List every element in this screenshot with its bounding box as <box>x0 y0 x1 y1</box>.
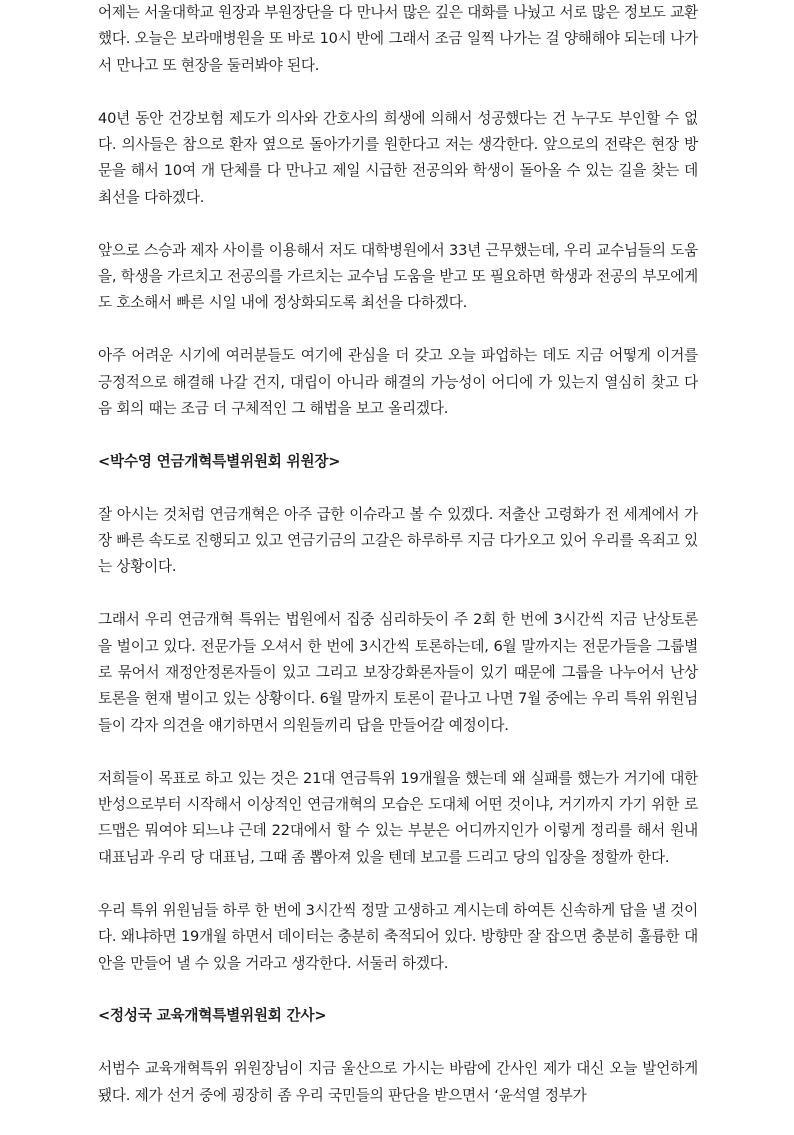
paragraph-hospital-visits: 어제는 서울대학교 원장과 부원장단을 다 만나서 많은 깊은 대화를 나눴고 서로 많은 정보도 교환했다. 오늘은 보라매병원을 또 바로 10시 반에 그래서 조금 일찍 나가는 걸 양해해야 되는데 나가서 만나고 또 현장을 둘러봐야 된다. <box>98 4 698 74</box>
heading-education-reform-secretary: <정성국 교육개혁특별위원회 간사> <box>98 1007 327 1025</box>
paragraph-teacher-student: 앞으로 스승과 제자 사이를 이용해서 저도 대학병원에서 33년 근무했는데, 우리 교수님들의 도움을, 학생을 가르치고 전공의를 가르치는 교수님 도움을 받고 또 필요하면 학생과 전공의 부모에게도 호소해서 빠른 시일 내에 정상화되도록 최선을 다하겠다. <box>98 241 698 312</box>
paragraph-pension-goal: 저희들이 목표로 하고 있는 것은 21대 연금특위 19개월을 했는데 왜 실패를 했는가 거기에 대한 반성으로부터 시작해서 이상적인 연금개혁의 모습은 도대체 어떤 것이냐, 거기까지 가기 위한 로드맵은 뭐여야 되느냐 근데 22대에서 할 수 있는 부분은 어디까지인가 이렇게 정리를 해서 원내대표님과 우리 당 대표님, 그때 좀 뽑아져 있을 텐데 보고를 드리고 당의 입장을 정할까 한다. <box>98 769 698 866</box>
paragraph-pension-debate: 그래서 우리 연금개혁 특위는 법원에서 집중 심리하듯이 주 2회 한 번에 3시간씩 지금 난상토론을 벌이고 있다. 전문가들 오셔서 한 번에 3시간씩 토론하는데, 6월 말까지는 전문가들을 그룹별로 묶어서 재정안정론자들이 있고 그리고 보장강화론자들이 있기 때문에 그룹을 나누어서 난상 토론을 현재 벌이고 있는 상황이다. 6월 말까지 토론이 끝나고 나면 7월 중에는 우리 특위 위원님들이 각자 의견을 얘기하면서 의원들끼리 답을 만들어갈 예정이다. <box>98 611 698 734</box>
heading-pension-reform-chair: <박수영 연금개혁특별위원회 위원장> <box>98 452 341 470</box>
paragraph-strike-resolution: 아주 어려운 시기에 여러분들도 여기에 관심을 더 갖고 오늘 파업하는 데도 지금 어떻게 이거를 긍정적으로 해결해 나갈 건지, 대립이 아니라 해결의 가능성이 어디에 가 있는지 열심히 찾고 다음 회의 때는 조금 더 구체적인 그 해법을 보고 올리겠다. <box>98 347 698 418</box>
paragraph-pension-urgency: 잘 아시는 것처럼 연금개혁은 아주 급한 이슈라고 볼 수 있겠다. 저출산 고령화가 전 세계에서 가장 빠른 속도로 진행되고 있고 연금기금의 고갈은 하루하루 지금 다가오고 있어 우리를 옥죄고 있는 상황이다. <box>98 505 698 576</box>
paragraph-education-statement: 서범수 교육개혁특위 위원장님이 지금 울산으로 가시는 바람에 간사인 제가 대신 오늘 발언하게 됐다. 제가 선거 중에 굉장히 좀 우리 국민들의 판단을 받으면서 ‘윤석열 정부가 <box>98 1060 698 1104</box>
paragraph-pension-timeline: 우리 특위 위원님들 하루 한 번에 3시간씩 정말 고생하고 계시는데 하여튼 신속하게 답을 낼 것이다. 왜냐하면 19개월 하면서 데이터는 충분히 축적되어 있다. 방향만 잘 잡으면 충분히 훌륭한 대안을 만들어 낼 수 있을 거라고 생각한다. 서둘러 하겠다. <box>98 901 698 972</box>
paragraph-health-insurance: 40년 동안 건강보험 제도가 의사와 간호사의 희생에 의해서 성공했다는 건 누구도 부인할 수 없다. 의사들은 참으로 환자 옆으로 돌아가기를 원한다고 저는 생각한다. 앞으로의 전략은 현장 방문을 해서 10여 개 단체를 다 만나고 제일 시급한 전공의와 학생이 돌아올 수 있는 길을 찾는 데 최선을 다하겠다. <box>98 109 698 206</box>
document-page <box>98 0 698 1135</box>
